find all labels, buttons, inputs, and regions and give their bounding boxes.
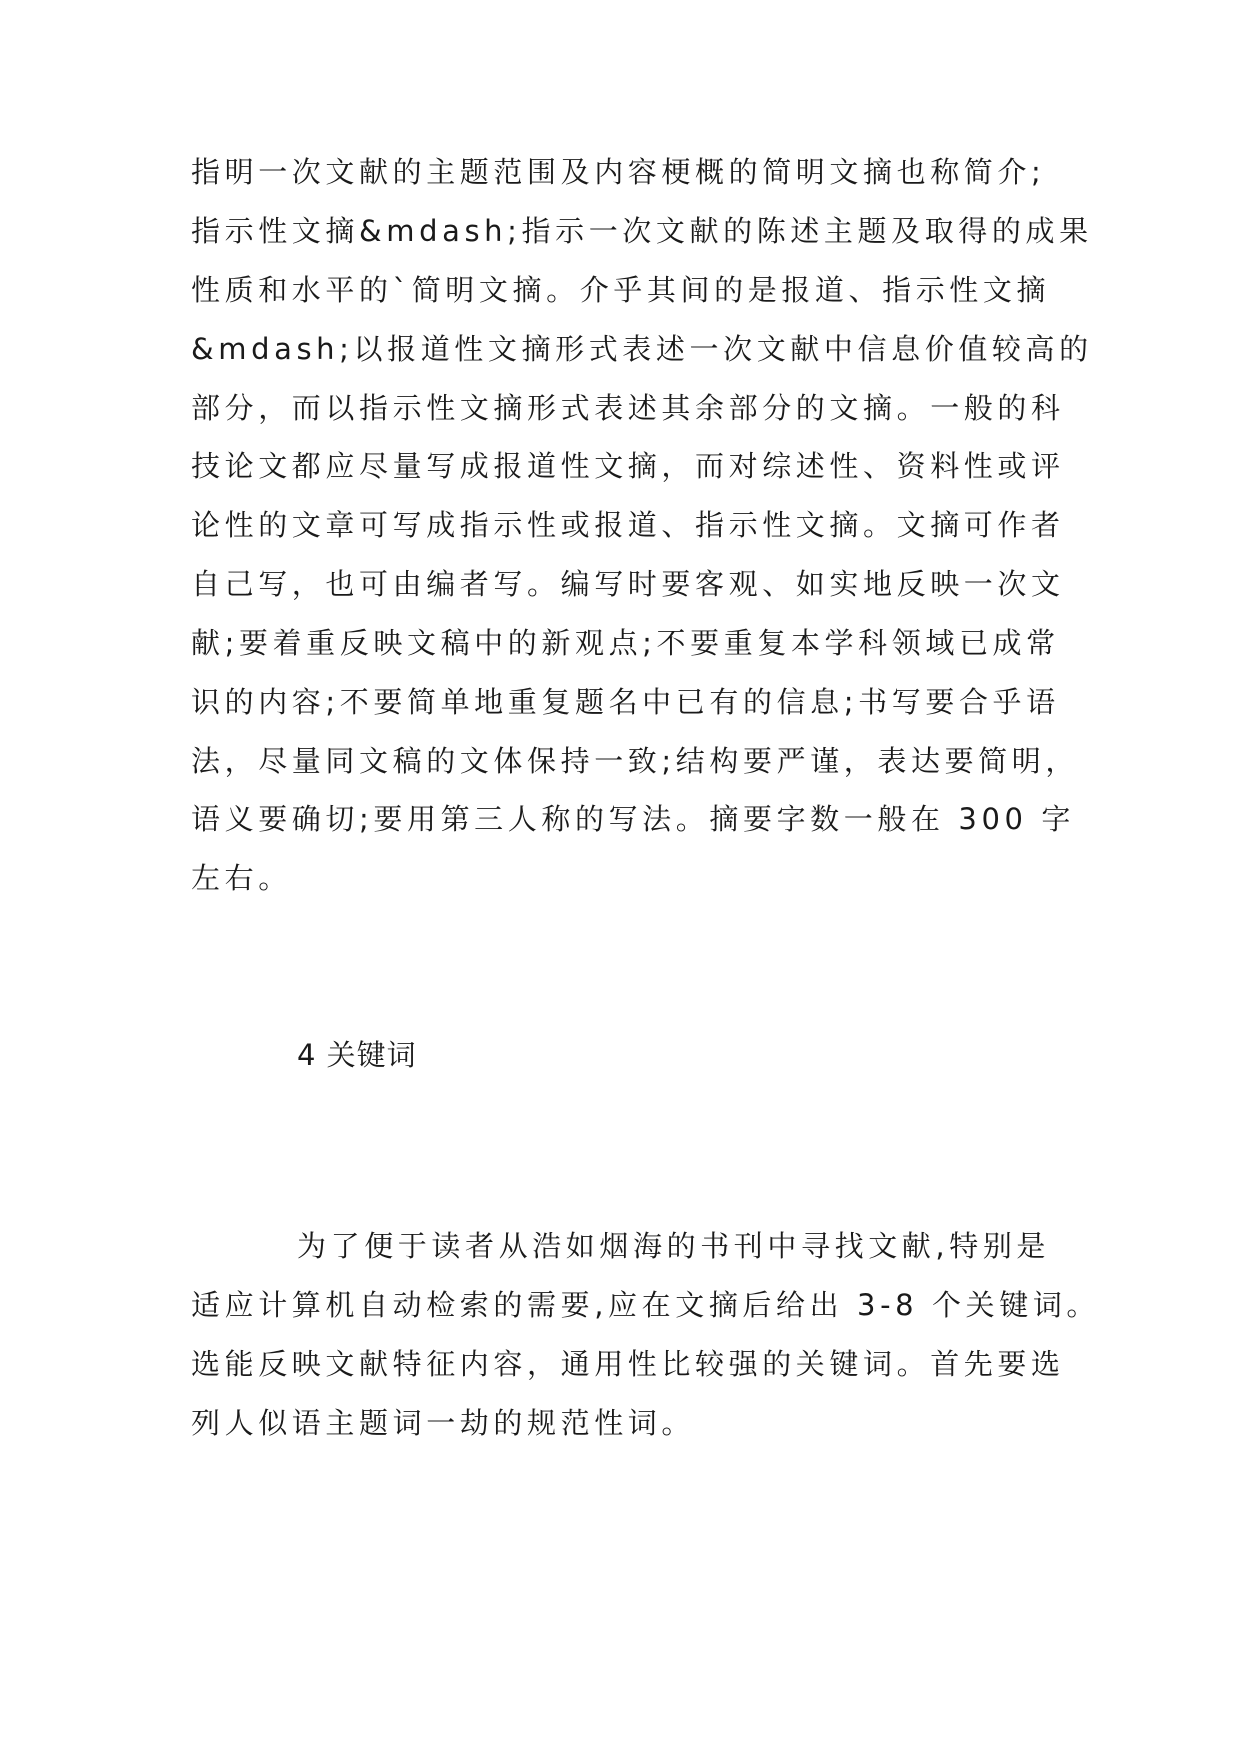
keywords-line: 适应计算机自动检索的需要,应在文摘后给出 3-8 个关键词。 xyxy=(191,1288,1101,1322)
keywords-line: 选能反映文献特征内容，通用性比较强的关键词。首先要选 xyxy=(191,1347,1065,1381)
abstract-line: &mdash;以报道性文摘形式表述一次文献中信息价值较高的 xyxy=(191,332,1093,366)
abstract-line: 献;要着重反映文稿中的新观点;不要重复本学科领域已成常 xyxy=(191,626,1060,660)
abstract-line: 法，尽量同文稿的文体保持一致;结构要严谨，表达要简明， xyxy=(191,744,1079,778)
abstract-line: 语义要确切;要用第三人称的写法。摘要字数一般在 300 字 xyxy=(191,802,1075,836)
abstract-line: 技论文都应尽量写成报道性文摘，而对综述性、资料性或评 xyxy=(191,449,1065,483)
abstract-line: 性质和水平的`简明文摘。介乎其间的是报道、指示性文摘 xyxy=(191,273,1051,307)
keywords-line: 列人似语主题词一劫的规范性词。 xyxy=(191,1406,696,1440)
abstract-line: 指示性文摘&mdash;指示一次文献的陈述主题及取得的成果 xyxy=(191,214,1093,248)
abstract-line: 左右。 xyxy=(191,861,292,895)
keywords-line: 为了便于读者从浩如烟海的书刊中寻找文献,特别是 xyxy=(297,1229,1051,1263)
abstract-line: 自己写，也可由编者写。编写时要客观、如实地反映一次文 xyxy=(191,567,1065,601)
section-heading: 4 关键词 xyxy=(297,1038,417,1072)
abstract-line: 识的内容;不要简单地重复题名中已有的信息;书写要合乎语 xyxy=(191,685,1060,719)
abstract-line: 指明一次文献的主题范围及内容梗概的简明文摘也称简介; xyxy=(191,155,1046,189)
abstract-line: 部分，而以指示性文摘形式表述其余部分的文摘。一般的科 xyxy=(191,391,1065,425)
abstract-line: 论性的文章可写成指示性或报道、指示性文摘。文摘可作者 xyxy=(191,508,1065,542)
